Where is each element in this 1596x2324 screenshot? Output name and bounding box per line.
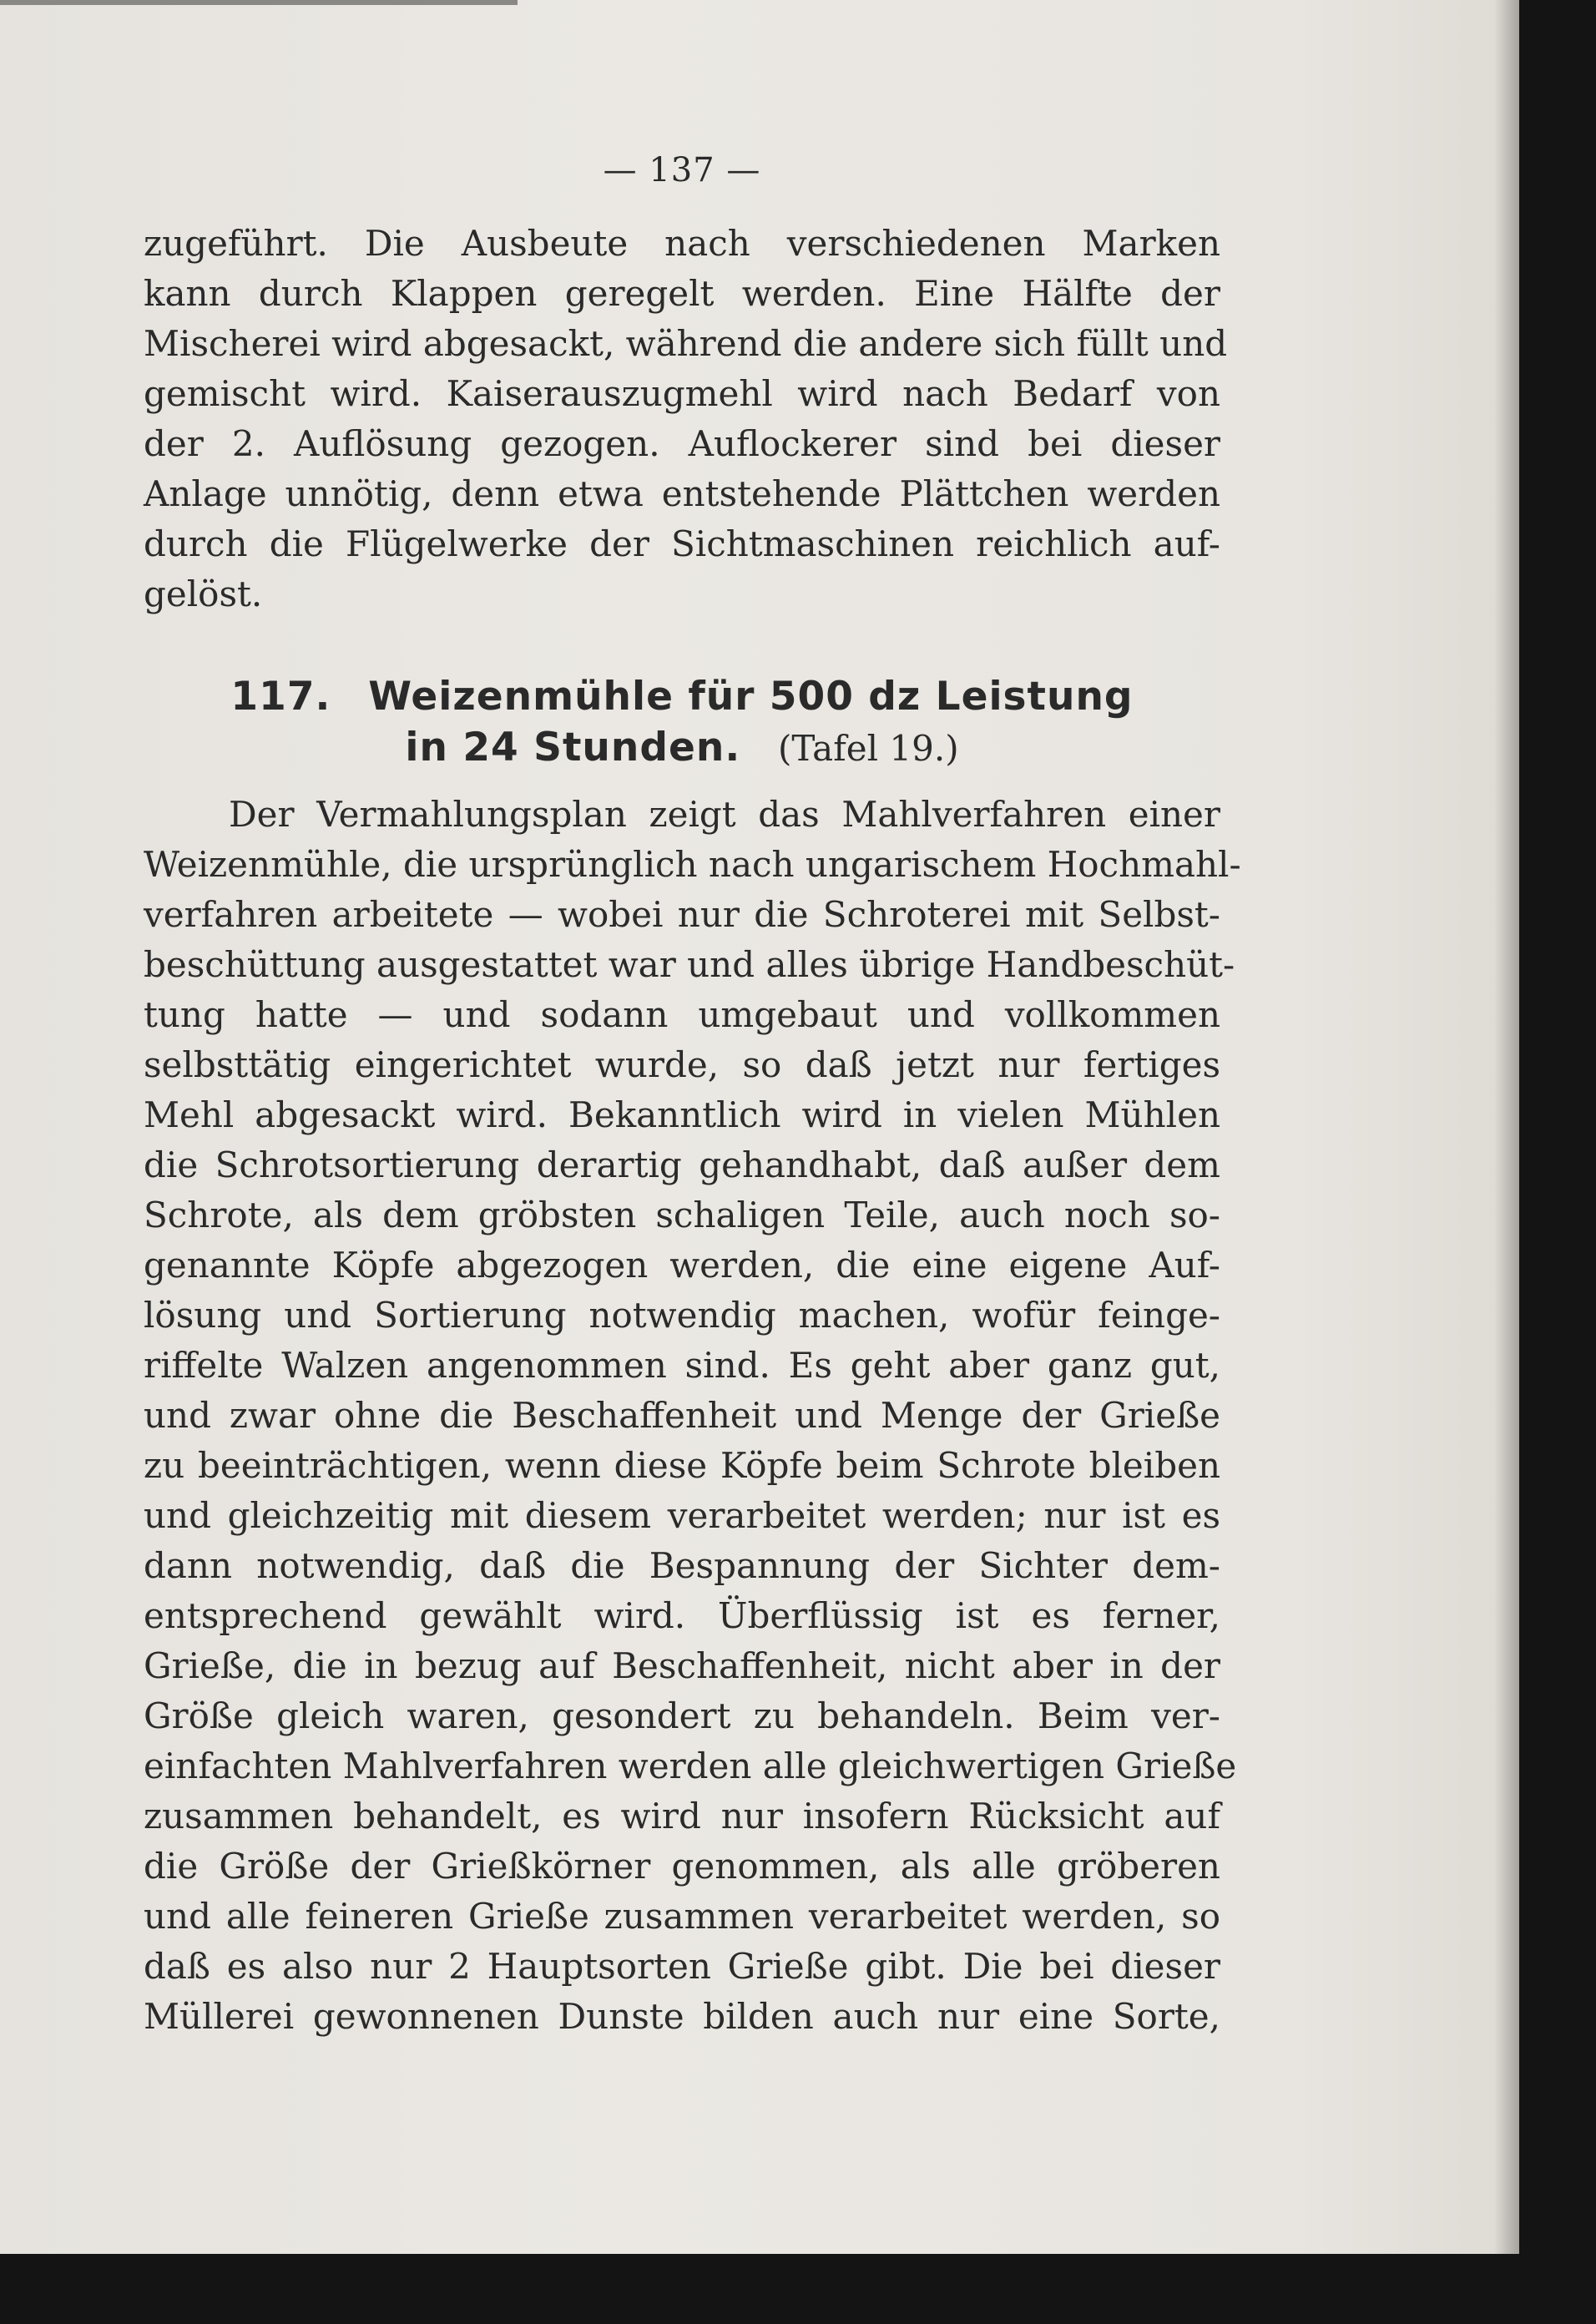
paragraph-1-line: durch die Flügelwerke der Sichtmaschinen reichlich auf- [144, 523, 1220, 564]
page-number: — 137 — [603, 151, 761, 189]
section-heading-line-2 [144, 723, 1220, 774]
paragraph-2-line: die Größe der Grießkörner genommen, als alle gröberen [144, 1846, 1220, 1887]
paragraph-2-line: Der Vermahlungsplan zeigt das Mahlverfahren einer [229, 794, 1220, 835]
paragraph-2-line: lösung und Sortierung notwendig machen, wofür feinge- [144, 1295, 1220, 1336]
paragraph-2-line: entsprechend gewählt wird. Überflüssig ist es ferner, [144, 1595, 1220, 1636]
paragraph-2-line: genannte Köpfe abgezogen werden, die eine eigene Auf- [144, 1245, 1220, 1286]
paragraph-2-line: zusammen behandelt, es wird nur insofern Rücksicht auf [144, 1796, 1220, 1836]
paragraph-2-line: Müllerei gewonnenen Dunste bilden auch nur eine Sorte, [144, 1996, 1220, 2037]
page-edge-shadow [1494, 0, 1519, 2254]
paragraph-2-line: zu beeinträchtigen, wenn diese Köpfe beim Schrote bleiben [144, 1445, 1220, 1486]
paragraph-2-line: selbsttätig eingerichtet wurde, so daß jetzt nur fertiges [144, 1044, 1220, 1085]
paragraph-1-line: gelöst. [144, 573, 263, 614]
paragraph-2-line: dann notwendig, daß die Bespannung der Sichter dem- [144, 1545, 1220, 1586]
paragraph-2-line: tung hatte — und sodann umgebaut und vollkommen [144, 994, 1220, 1035]
paragraph-2-line: Schrote, als dem gröbsten schaligen Teile, auch noch so- [144, 1195, 1220, 1235]
paragraph-1-line: der 2. Auflösung gezogen. Auflockerer sind bei dieser [144, 423, 1220, 464]
paragraph-1-line: kann durch Klappen geregelt werden. Eine Hälfte der [144, 273, 1220, 314]
paragraph-2-line: verfahren arbeitete — wobei nur die Schroterei mit Selbst- [144, 894, 1220, 935]
paragraph-2-line: daß es also nur 2 Hauptsorten Grieße gibt. Die bei dieser [144, 1946, 1220, 1987]
paragraph-1-line: zugeführt. Die Ausbeute nach verschiedenen Marken [144, 223, 1220, 264]
paragraph-2-line: beschüttung ausgestattet war und alles übrige Handbeschüt- [144, 944, 1235, 985]
paragraph-1-line: Mischerei wird abgesackt, während die andere sich füllt und [144, 323, 1228, 364]
paragraph-2-line: die Schrotsortierung derartig gehandhabt, daß außer dem [144, 1144, 1220, 1185]
paragraph-1-line: gemischt wird. Kaiserauszugmehl wird nach Bedarf von [144, 373, 1220, 414]
paragraph-1-line: Anlage unnötig, denn etwa entstehende Plättchen werden [144, 473, 1220, 514]
paragraph-2-line: Größe gleich waren, gesondert zu behandeln. Beim ver- [144, 1695, 1220, 1736]
paragraph-2-line: und gleichzeitig mit diesem verarbeitet werden; nur ist es [144, 1495, 1220, 1536]
paragraph-2-line: Weizenmühle, die ursprünglich nach ungarischem Hochmahl- [144, 844, 1241, 885]
paragraph-2-line: und alle feineren Grieße zusammen verarbeitet werden, so [144, 1896, 1220, 1937]
paragraph-2-line: Grieße, die in bezug auf Beschaffenheit, nicht aber in der [144, 1645, 1220, 1686]
paragraph-2-line: Mehl abgesackt wird. Bekanntlich wird in vielen Mühlen [144, 1094, 1220, 1135]
section-plate-reference: (Tafel 19.) [778, 728, 959, 769]
section-heading-line-1 [144, 672, 1220, 722]
paragraph-2-line: einfachten Mahlverfahren werden alle gleichwertigen Grieße [144, 1746, 1237, 1786]
section-title-continued: in 24 Stunden. [405, 725, 741, 770]
section-title: Weizenmühle für 500 dz Leistung [368, 674, 1134, 720]
section-number: 117. [230, 674, 331, 720]
paragraph-2-line: riffelte Walzen angenommen sind. Es geht aber ganz gut, [144, 1345, 1220, 1386]
top-edge-shadow [0, 0, 518, 5]
paragraph-2-line: und zwar ohne die Beschaffenheit und Menge der Grieße [144, 1395, 1220, 1436]
